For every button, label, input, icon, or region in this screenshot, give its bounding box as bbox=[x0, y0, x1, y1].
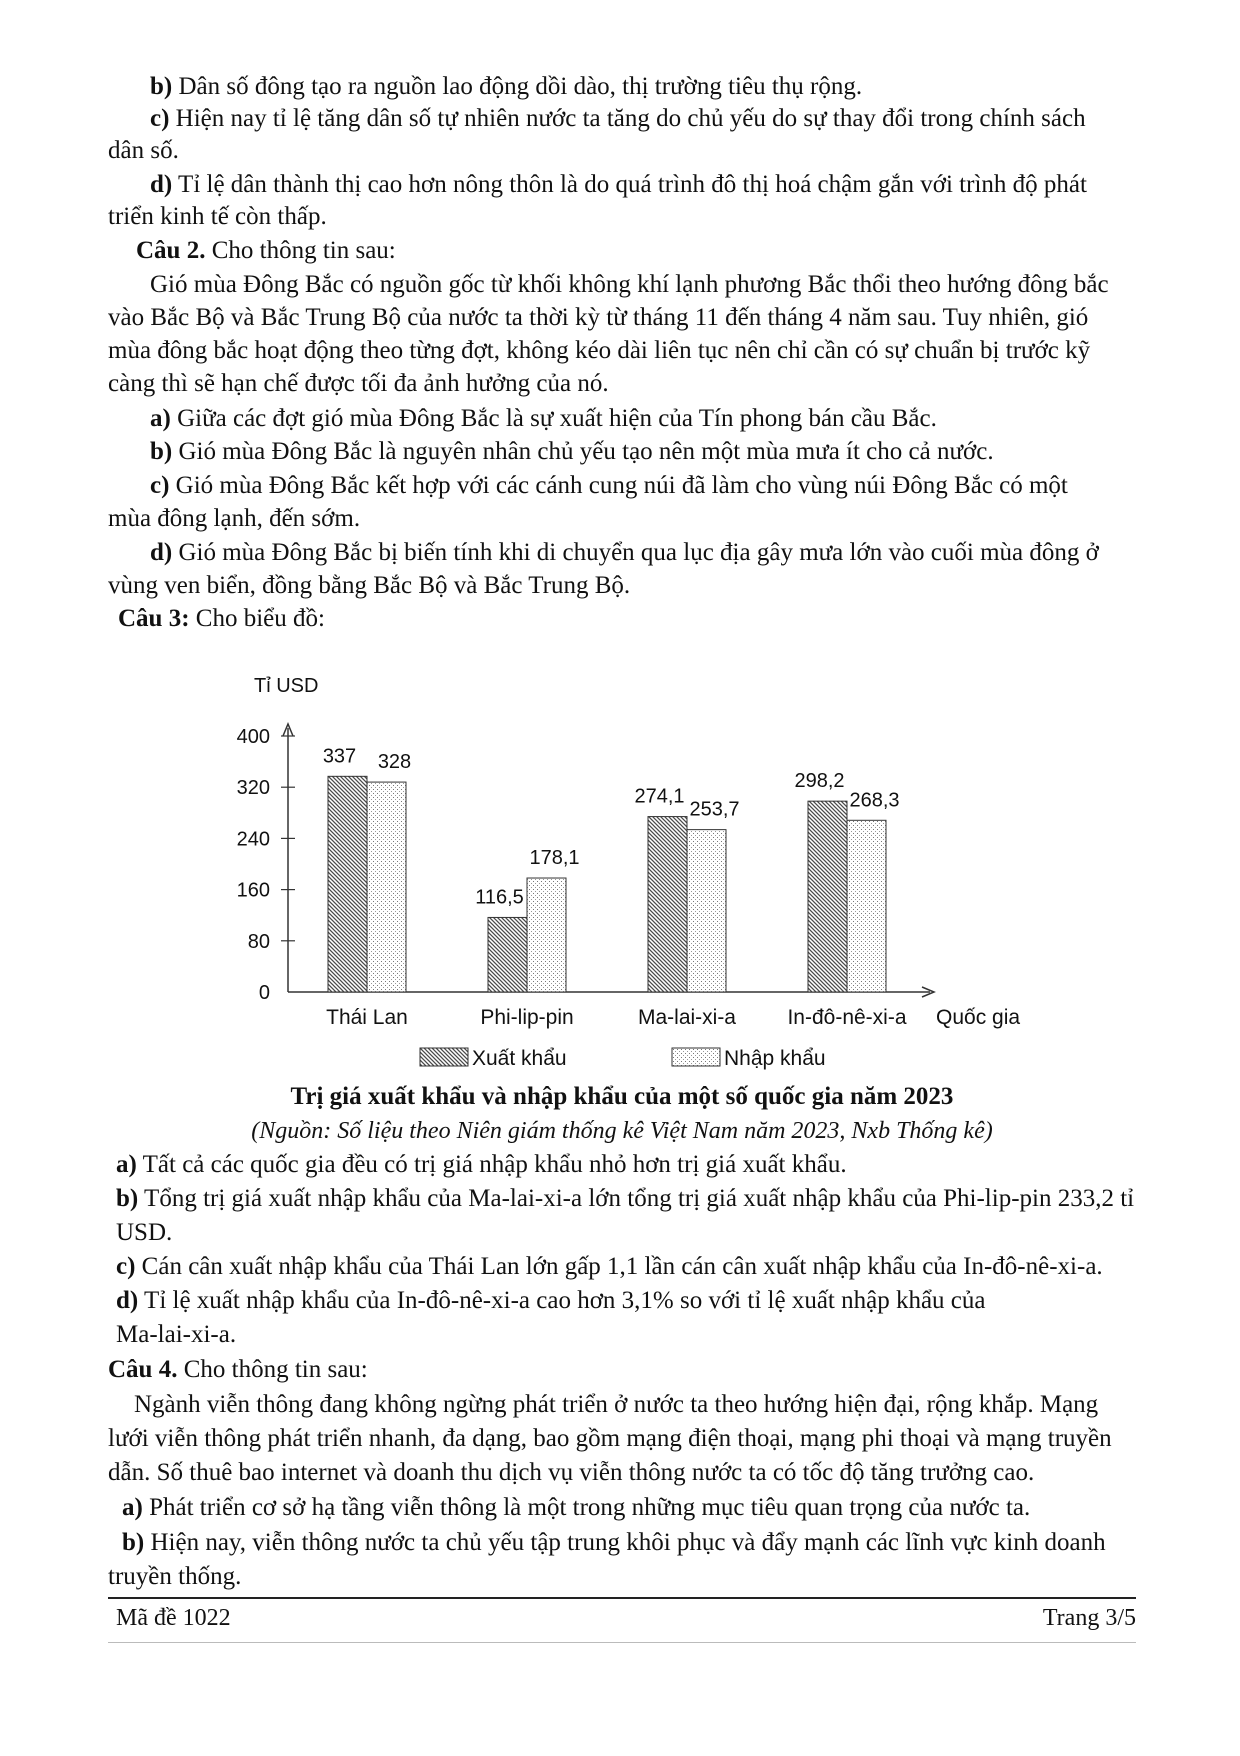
q3-option-d: d) Tỉ lệ xuất nhập khẩu của In-đô-nê-xi-a cao hơn 3,1% so với tỉ lệ xuất nhập khẩu của bbox=[116, 1287, 986, 1314]
q1-option-b: b) Dân số đông tạo ra nguồn lao động dồi dào, thị trường tiêu thụ rộng. bbox=[150, 73, 863, 100]
q4-passage-line: Ngành viễn thông đang không ngừng phát triển ở nước ta theo hướng hiện đại, rộng khắp. Mạng bbox=[134, 1391, 1099, 1418]
legend-label: Nhập khẩu bbox=[724, 1047, 826, 1070]
q2-option-b: b) Gió mùa Đông Bắc là nguyên nhân chủ yếu tạo nên một mùa mưa ít cho cả nước. bbox=[150, 438, 994, 465]
q1-option-c-cont: dân số. bbox=[108, 137, 179, 164]
data-label: 274,1 bbox=[634, 785, 685, 808]
q4-option-b: b) Hiện nay, viễn thông nước ta chủ yếu tập trung khôi phục và đẩy mạnh các lĩnh vực kinh doanh bbox=[122, 1529, 1106, 1556]
y-tick-label: 80 bbox=[247, 930, 270, 953]
bar-export bbox=[648, 817, 687, 992]
x-tick-label: Phi-lip-pin bbox=[480, 1006, 574, 1029]
q2-option-d: d) Gió mùa Đông Bắc bị biến tính khi di chuyển qua lục địa gây mưa lớn vào cuối mùa đông ở bbox=[150, 539, 1099, 566]
bar-import bbox=[527, 878, 566, 992]
legend-label: Xuất khẩu bbox=[472, 1047, 567, 1070]
legend-swatch-import bbox=[672, 1048, 720, 1066]
q3-option-d-cont: Ma-lai-xi-a. bbox=[116, 1321, 237, 1348]
bar-import bbox=[687, 830, 726, 992]
y-tick-label: 160 bbox=[236, 879, 270, 902]
data-label: 268,3 bbox=[849, 789, 900, 812]
legend-swatch-export bbox=[420, 1048, 468, 1066]
x-tick-label: Ma-lai-xi-a bbox=[637, 1006, 737, 1029]
y-axis-title: Tỉ USD bbox=[254, 675, 319, 697]
q1-option-c: c) Hiện nay tỉ lệ tăng dân số tự nhiên nước ta tăng do chủ yếu do sự thay đổi trong chính sách bbox=[150, 105, 1086, 132]
q4-option-b-cont: truyền thống. bbox=[108, 1563, 242, 1590]
y-tick-label: 0 bbox=[258, 982, 270, 1004]
exam-code: Mã đề 1022 bbox=[116, 1605, 231, 1631]
chart-source: (Nguồn: Số liệu theo Niên giám thống kê Việt Nam năm 2023, Nxb Thống kê) bbox=[251, 1118, 993, 1144]
q2-option-c: c) Gió mùa Đông Bắc kết hợp với các cánh cung núi đã làm cho vùng núi Đông Bắc có một bbox=[150, 472, 1068, 499]
q2-passage-line: càng thì sẽ hạn chế được tối đa ảnh hưởng của nó. bbox=[108, 370, 609, 397]
q3-option-b-cont: USD. bbox=[116, 1219, 173, 1246]
q3-option-a: a) Tất cả các quốc gia đều có trị giá nhập khẩu nhỏ hơn trị giá xuất khẩu. bbox=[116, 1151, 847, 1178]
footer-rule-bottom bbox=[108, 1642, 1136, 1643]
chart-caption: Trị giá xuất khẩu và nhập khẩu của một số quốc gia năm 2023 bbox=[290, 1083, 954, 1110]
q2-heading: Câu 2. Cho thông tin sau: bbox=[136, 237, 396, 264]
q3-option-b: b) Tổng trị giá xuất nhập khẩu của Ma-lai-xi-a lớn tổng trị giá xuất nhập khẩu của Phi-lip-pin 233,2 tỉ bbox=[116, 1185, 1135, 1212]
footer-rule bbox=[108, 1597, 1136, 1599]
data-label: 178,1 bbox=[529, 847, 580, 870]
q2-passage-line: Gió mùa Đông Bắc có nguồn gốc từ khối không khí lạnh phương Bắc thổi theo hướng đông bắc bbox=[150, 271, 1109, 298]
bar-import bbox=[367, 782, 406, 992]
q2-option-d-cont: vùng ven biển, đồng bằng Bắc Bộ và Bắc Trung Bộ. bbox=[108, 572, 631, 599]
x-axis-title: Quốc gia bbox=[936, 1006, 1021, 1029]
bar-export bbox=[328, 776, 367, 992]
bar-export bbox=[488, 917, 527, 992]
q3-heading: Câu 3: Cho biểu đồ: bbox=[118, 605, 325, 632]
data-label: 328 bbox=[377, 751, 412, 774]
bar-export bbox=[808, 801, 847, 992]
q4-passage-line: dẫn. Số thuê bao internet và doanh thu dịch vụ viễn thông nước ta có tốc độ tăng trưởng cao. bbox=[108, 1459, 1035, 1486]
data-label: 298,2 bbox=[794, 770, 845, 793]
x-tick-label: In-đô-nê-xi-a bbox=[787, 1006, 907, 1029]
q4-passage-line: lưới viễn thông phát triển nhanh, đa dạng, bao gồm mạng điện thoại, mạng phi thoại và mạng truyền bbox=[108, 1425, 1112, 1452]
y-tick-label: 400 bbox=[236, 726, 270, 748]
data-label: 253,7 bbox=[689, 798, 740, 821]
q2-passage-line: mùa đông bắc hoạt động theo từng đợt, không kéo dài liên tục nên chỉ cần có sự chuẩn bị trước kỹ bbox=[108, 337, 1091, 364]
q4-heading: Câu 4. Cho thông tin sau: bbox=[108, 1356, 368, 1383]
y-tick-label: 240 bbox=[236, 828, 270, 851]
page-number: Trang 3/5 bbox=[1042, 1605, 1136, 1631]
q2-option-c-cont: mùa đông lạnh, đến sớm. bbox=[108, 505, 361, 532]
bar-import bbox=[847, 820, 886, 992]
y-tick-label: 320 bbox=[236, 777, 270, 800]
q3-option-c: c) Cán cân xuất nhập khẩu của Thái Lan lớn gấp 1,1 lần cán cân xuất nhập khẩu của In-đô-nê-xi-a. bbox=[116, 1253, 1103, 1280]
q2-option-a: a) Giữa các đợt gió mùa Đông Bắc là sự xuất hiện của Tín phong bán cầu Bắc. bbox=[150, 405, 937, 432]
q1-option-d-cont: triển kinh tế còn thấp. bbox=[108, 203, 327, 230]
q2-passage-line: vào Bắc Bộ và Bắc Trung Bộ của nước ta thời kỳ từ tháng 11 đến tháng 4 năm sau. Tuy nhiên, gió bbox=[108, 304, 1089, 331]
data-label: 116,5 bbox=[475, 886, 524, 909]
q4-option-a: a) Phát triển cơ sở hạ tầng viễn thông là một trong những mục tiêu quan trọng của nước ta. bbox=[122, 1494, 1031, 1521]
data-label: 337 bbox=[322, 745, 357, 768]
x-tick-label: Thái Lan bbox=[326, 1006, 408, 1029]
q1-option-d: d) Tỉ lệ dân thành thị cao hơn nông thôn là do quá trình đô thị hoá chậm gắn với trình độ phát bbox=[150, 171, 1087, 198]
